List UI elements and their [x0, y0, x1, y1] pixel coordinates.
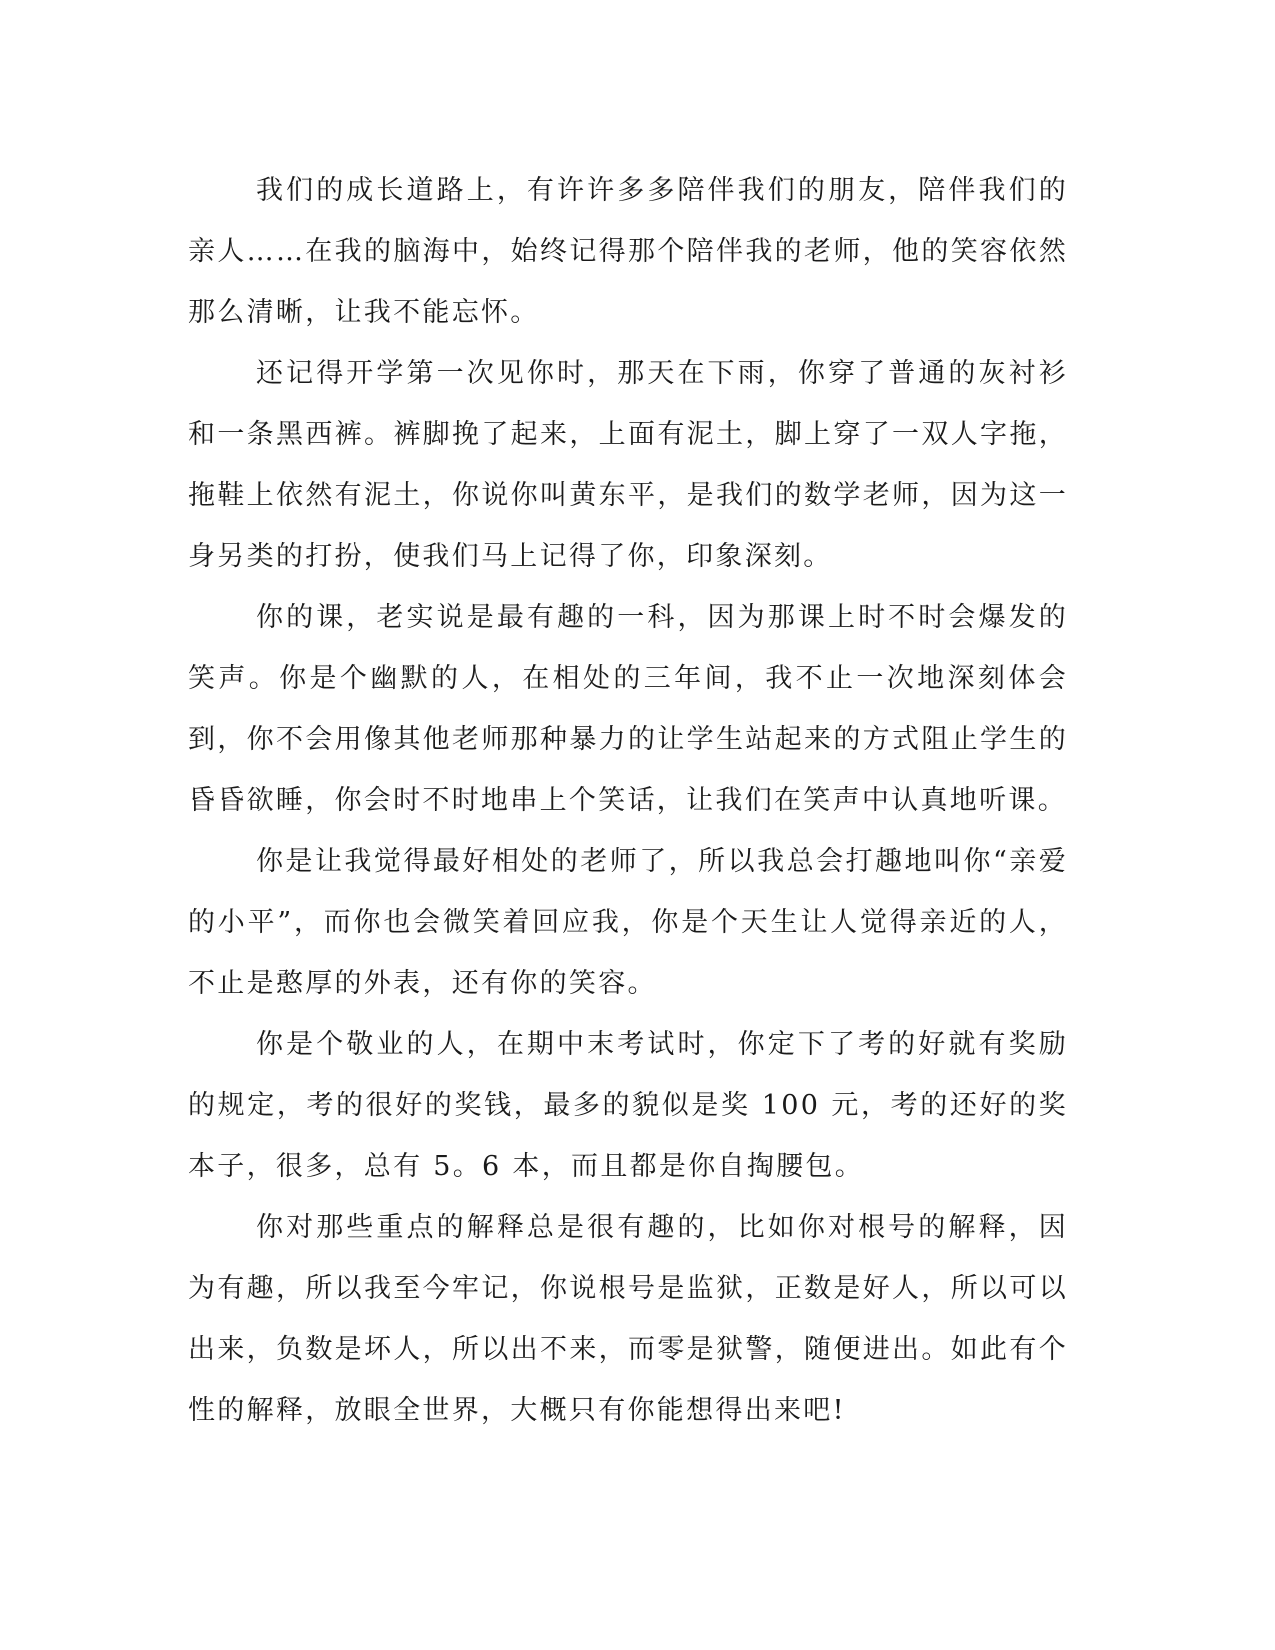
paragraph-1: 我们的成长道路上，有许许多多陪伴我们的朋友，陪伴我们的亲人……在我的脑海中，始终记得那个陪伴我的老师，他的笑容依然那么清晰，让我不能忘怀。 [188, 175, 1068, 328]
paragraph-4: 你是让我觉得最好相处的老师了，所以我总会打趣地叫你“亲爱的小平”，而你也会微笑着回应我，你是个天生让人觉得亲近的人，不止是憨厚的外表，还有你的笑容。 [188, 846, 1068, 999]
paragraph-5: 你是个敬业的人，在期中末考试时，你定下了考的好就有奖励的规定，考的很好的奖钱，最多的貌似是奖 100 元，考的还好的奖本子，很多，总有 5。6 本，而且都是你自掏腰包。 [188, 1029, 1068, 1182]
document-body [188, 160, 1068, 1441]
paragraph-6: 你对那些重点的解释总是很有趣的，比如你对根号的解释，因为有趣，所以我至今牢记，你说根号是监狱，正数是好人，所以可以出来，负数是坏人，所以出不来，而零是狱警，随便进出。如此有个性的解释，放眼全世界，大概只有你能想得出来吧! [188, 1212, 1068, 1426]
paragraph-3: 你的课，老实说是最有趣的一科，因为那课上时不时会爆发的笑声。你是个幽默的人，在相处的三年间，我不止一次地深刻体会到，你不会用像其他老师那种暴力的让学生站起来的方式阻止学生的昏昏欲睡，你会时不时地串上个笑话，让我们在笑声中认真地听课。 [188, 602, 1068, 816]
paragraph-2: 还记得开学第一次见你时，那天在下雨，你穿了普通的灰衬衫和一条黑西裤。裤脚挽了起来，上面有泥土，脚上穿了一双人字拖，拖鞋上依然有泥土，你说你叫黄东平，是我们的数学老师，因为这一身另类的打扮，使我们马上记得了你，印象深刻。 [188, 358, 1068, 572]
